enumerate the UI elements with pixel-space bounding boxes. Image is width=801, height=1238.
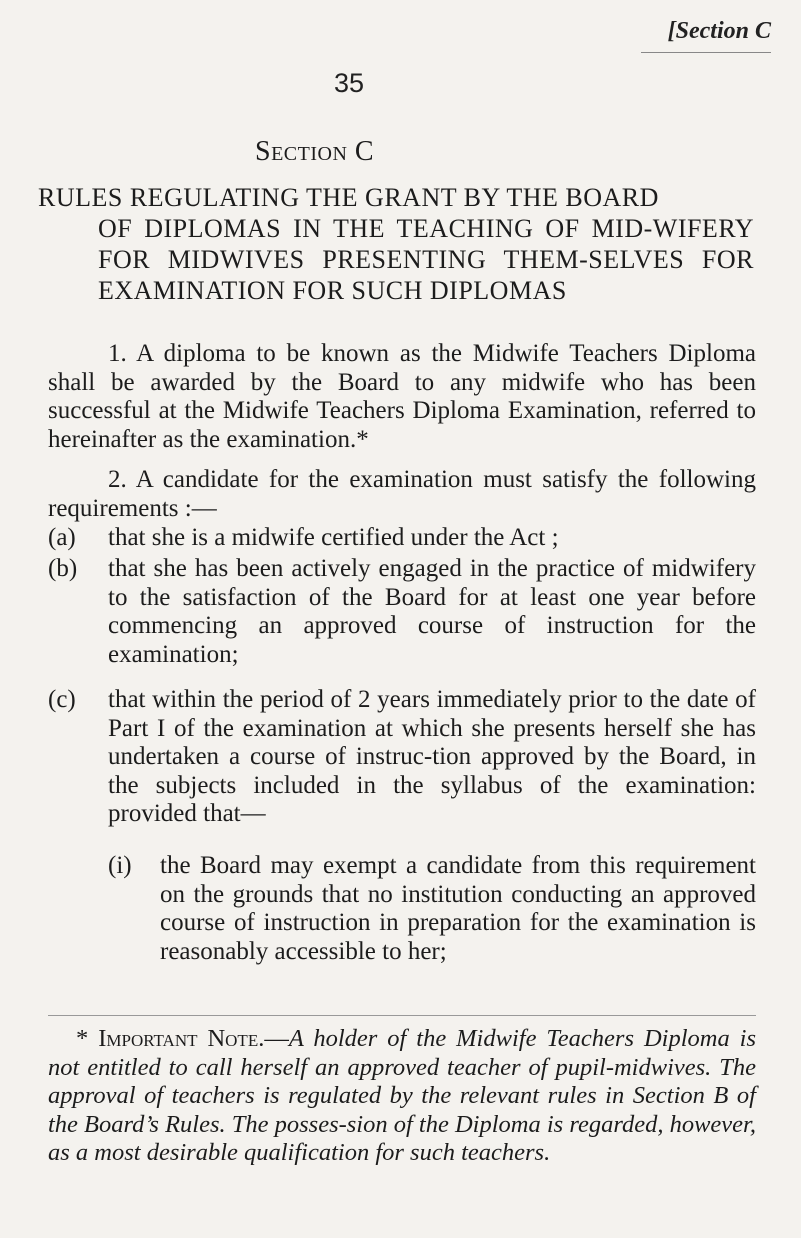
section-heading: Section C	[255, 136, 375, 167]
title-line-1: RULES REGULATING THE GRANT BY THE BOARD	[38, 183, 659, 212]
proviso-label: (i)	[108, 852, 132, 879]
running-head-rule	[641, 52, 771, 53]
requirement-label: (b)	[48, 555, 78, 582]
rule-1: 1. A diploma to be known as the Midwife Teachers Diploma shall be awarded by the Board to any midwife who has been successful at the Midwife Teachers Diploma Examination, referred to hereinafter as the examination.*	[48, 340, 756, 453]
requirement-text: that within the period of 2 years immediately prior to the date of Part I of the examination at which she presents herself she has undertaken a course of instruc-tion approved by the Board, in the subjects included in the syllabus of the examination: provided that—	[108, 686, 756, 827]
title-continuation: OF DIPLOMAS IN THE TEACHING OF MID-WIFERY FOR MIDWIVES PRESENTING THEM-SELVES FOR EXAMINATION FOR SUCH DIPLOMAS	[98, 214, 754, 305]
requirement-label: (a)	[48, 524, 76, 551]
requirement-text: that she has been actively engaged in the practice of midwifery to the satisfaction of the Board for at least one year before commencing an approved course of instruction for the examination;	[108, 555, 756, 668]
proviso-i	[108, 852, 756, 966]
proviso-text: the Board may exempt a candidate from this requirement on the grounds that no institution conducting an approved course of instruction in preparation for the examination is reasonably accessible to her;	[160, 852, 756, 965]
rule-2: 2. A candidate for the examination must satisfy the following requirements :—	[48, 466, 756, 522]
requirement-label: (c)	[48, 686, 76, 713]
running-head: [Section C	[667, 18, 771, 44]
footnote-divider	[48, 1015, 756, 1016]
page-number: 35	[334, 68, 365, 98]
document-title	[38, 182, 754, 306]
footnote-text: A holder of the Midwife Teachers Diploma is not entitled to call herself an approved teacher of pupil-midwives. The approval of teachers is regulated by the relevant rules in Section B of the Board’s Rules. The posses-sion of the Diploma is regarded, however, as a most desirable qualification for such teachers.	[48, 1025, 756, 1166]
requirement-c	[48, 686, 756, 829]
requirement-a	[48, 524, 756, 553]
footnote-lead: * Important Note.—	[76, 1025, 289, 1052]
requirement-text: that she is a midwife certified under the Act ;	[108, 524, 559, 551]
footnote	[48, 1025, 756, 1168]
requirement-b	[48, 555, 756, 669]
